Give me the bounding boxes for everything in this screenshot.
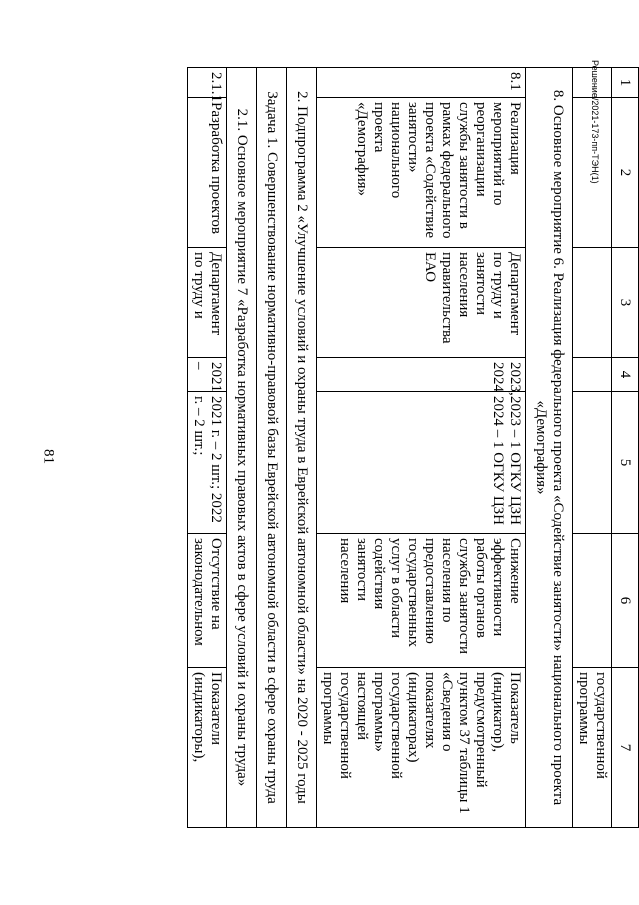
subprogram-2-title: 2. Подпрограмма 2 «Улучшение условий и охраны труда в Еврейской автономной области» на 2020 - 2025 годы: [287, 68, 317, 828]
section-row: [287, 68, 317, 828]
document-code: Решение/2021-173-пп-ТЭН(1): [590, 60, 600, 184]
header-cell: 7: [612, 668, 639, 828]
header-cell: 4: [612, 358, 639, 392]
header-cell: 2: [612, 98, 639, 248]
header-cell: 5: [612, 392, 639, 534]
header-cell: 3: [612, 248, 639, 358]
section-row: [257, 68, 287, 828]
cell-number: 8.1: [317, 68, 526, 98]
cell-years: 2021 –: [188, 358, 227, 392]
cell-number: 2.1.1: [188, 68, 227, 98]
cell-consequence: Снижение эффективности работы органов службы занятости населения по предоставлению государственных услуг в области содействия занятости населения: [317, 534, 526, 668]
section-8-title: 8. Основное мероприятие 6. Реализация федерального проекта «Содействие занятости» национального проекта «Демография»: [526, 68, 573, 828]
cell-result: 2021 г. – 2 шт.; 2022 г. – 2 шт.;: [188, 392, 227, 534]
cell-name: Реализация мероприятий по реорганизации службы занятости в рамках федерального проекта «Содействие занятости» национального проекта «Демография»: [317, 98, 526, 248]
cell-consequence: Отсутствие на законодательном: [188, 534, 227, 668]
header-cell: 6: [612, 534, 639, 668]
cell-name: [573, 98, 612, 248]
table-row: [188, 68, 227, 828]
section-row: [227, 68, 257, 828]
header-row: [612, 68, 639, 828]
rotated-table-sheet: [69, 67, 639, 827]
cell-result: [573, 392, 612, 534]
header-cell: 1: [612, 68, 639, 98]
table-row: [317, 68, 526, 828]
cell-indicator: Показатель (индикатор), предусмотренный пунктом 37 таблицы 1 «Сведения о показателях (индикаторах) государственной программы» настоящей государственной программы: [317, 668, 526, 828]
continuation-row: [573, 68, 612, 828]
page-number: 81: [40, 449, 57, 464]
cell-indicator: Показатели (индикаторы),: [188, 668, 227, 828]
cell-result: 2023 – 1 ОГКУ ЦЗН 2024 – 1 ОГКУ ЦЗН: [317, 392, 526, 534]
cell-indicator: государственной программы: [573, 668, 612, 828]
cell-years: [573, 358, 612, 392]
measures-table: [187, 67, 639, 828]
cell-executor: Департамент по труду и: [188, 248, 227, 358]
task-1-title: Задача 1. Совершенствование нормативно-правовой базы Еврейской автономной области в сфере охраны труда: [257, 68, 287, 828]
cell-executor: Департамент по труду и занятости населения правительства ЕАО: [317, 248, 526, 358]
cell-consequence: [573, 534, 612, 668]
cell-number: [573, 68, 612, 98]
cell-name: Разработка проектов: [188, 98, 227, 248]
cell-executor: [573, 248, 612, 358]
measure-2-1-title: 2.1. Основное мероприятие 7 «Разработка нормативных правовых актов в сфере условий и охраны труда»: [227, 68, 257, 828]
section-row: [526, 68, 573, 828]
cell-years: 2023, 2024: [317, 358, 526, 392]
